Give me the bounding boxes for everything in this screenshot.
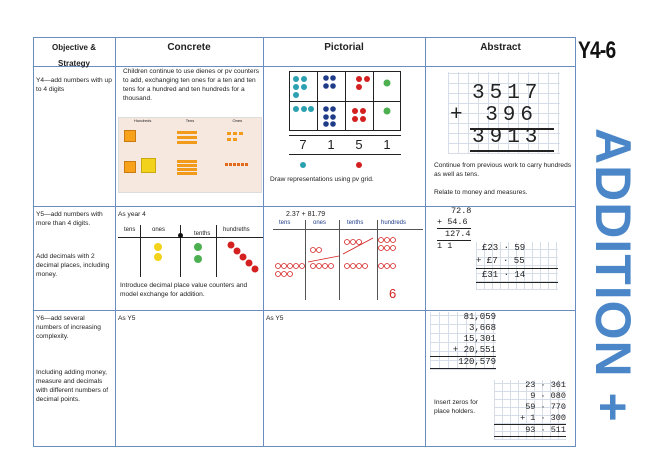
- decimal-pv-chart: [118, 225, 263, 277]
- dienes-label-ones: Ones: [232, 118, 243, 123]
- row3-objective1: Y6—add several numbers of increasing complexity.: [36, 315, 101, 340]
- ones-cubes: [225, 163, 228, 166]
- hundreds-block: [124, 161, 136, 173]
- sketch-head-tenths: tenths: [347, 220, 364, 226]
- sum1-add: + 396: [450, 104, 539, 127]
- pv-counters: [289, 71, 401, 131]
- row2-abstract-sum: [437, 206, 471, 252]
- sum3-line4: + 1 · 300: [494, 413, 566, 425]
- hundreds-block: [124, 130, 136, 142]
- row1-abstract-text1: Continue from previous work to carry hundreds as well as tens.: [434, 162, 572, 178]
- sketch-counters: [273, 232, 423, 302]
- col-divider: [425, 37, 426, 447]
- row2-pictorial-expr: 2.37 + 81.79: [286, 211, 326, 218]
- col-divider: [115, 37, 116, 447]
- dienes-image: [118, 117, 262, 193]
- row2-concrete-caption: Introduce decimal place value counters and model exchange for addition.: [120, 282, 248, 298]
- pv-grid: [289, 71, 401, 174]
- sum3-line1: 23 · 361: [525, 380, 566, 390]
- sum2-total: 120,579: [430, 357, 496, 369]
- column-addition-3: [494, 380, 566, 440]
- col-divider: [263, 37, 264, 447]
- sum3-line3: 59 · 770: [525, 402, 566, 412]
- sum1-total: 3913: [472, 126, 543, 149]
- row3-concrete: As Y5: [118, 315, 136, 322]
- header-abstract: Abstract: [480, 42, 521, 53]
- row3-abstract-text: Insert zeros for place holders.: [434, 399, 478, 415]
- tens-rods: [177, 160, 197, 163]
- header-pictorial: Pictorial: [324, 42, 364, 53]
- pv-head-hundreths: hundreths: [223, 227, 250, 233]
- header-objective-line1: Objective &: [51, 43, 96, 52]
- row1-objective: Y4—add numbers with up to 4 digits: [36, 77, 112, 93]
- row2-concrete-label: As year 4: [118, 211, 146, 218]
- row1-concrete-text: Children continue to use dienes or pv counters to add, exchanging ten ones for a ten and ten tens for a hundred and ten hundreds for a thousand.: [123, 68, 259, 102]
- decimal-carry: 1 1: [437, 241, 453, 251]
- sketch-head-ones: ones: [313, 220, 327, 226]
- money-sum: [476, 242, 558, 290]
- row2-objective1: Y5—add numbers with more than 4 digits.: [36, 211, 103, 227]
- dienes-label-tens: Tens: [185, 118, 195, 123]
- year-label: Y4-6: [578, 37, 616, 64]
- dienes-label-hundreds: Hundreds: [133, 118, 152, 123]
- column-addition-2: [430, 312, 496, 370]
- sum1-top: 3517: [472, 82, 543, 105]
- carry-counters: [289, 161, 401, 171]
- column-addition-1: [448, 72, 560, 154]
- pictorial-decimal-sketch: [273, 220, 423, 306]
- pv-head-tens: tens: [124, 227, 136, 233]
- sketch-head-hundreds: hundreds: [381, 220, 407, 226]
- row1-pictorial-caption: Draw representations using pv grid.: [270, 176, 374, 183]
- pv-digit-ones: 1: [383, 137, 391, 152]
- pv-digit-hundreds: 1: [327, 137, 335, 152]
- decimal-a: 72.8: [451, 206, 472, 216]
- row3-objective2: Including adding money, measure and decimals with different numbers of decimal points.: [36, 369, 109, 403]
- pv-digits: [289, 136, 401, 154]
- sum2-line3: 15,301: [463, 334, 496, 344]
- ones-cubes: [227, 132, 231, 135]
- header-concrete: Concrete: [167, 42, 211, 53]
- row1-abstract-text2: Relate to money and measures.: [434, 189, 528, 196]
- money-c: £31 · 14: [476, 269, 558, 283]
- pv-head-tenths: tenths: [194, 231, 211, 237]
- decimal-c: 127.4: [437, 229, 471, 241]
- decimal-b: + 54.6: [437, 217, 471, 229]
- sketch-digit: 6: [389, 286, 397, 301]
- sum3-line2: 9 · 080: [530, 391, 566, 401]
- row-divider: [33, 206, 576, 207]
- row-divider: [33, 310, 576, 311]
- pv-head-ones: ones: [152, 227, 166, 233]
- decimal-counters: [118, 225, 263, 277]
- sum2-line4: + 20,551: [430, 345, 496, 357]
- hundreds-block: [141, 158, 156, 173]
- header-objective-line2: Strategy: [57, 59, 90, 68]
- row3-pictorial: As Y5: [266, 315, 284, 322]
- sum2-line2: 3,668: [468, 323, 496, 333]
- row2-objective2: Add decimals with 2 decimal places, including money.: [36, 253, 110, 278]
- money-b: + £7 · 55: [476, 255, 558, 269]
- tens-rods: [177, 131, 197, 134]
- sum2-line1: 81,059: [463, 312, 496, 322]
- sketch-head-tens: tens: [279, 220, 291, 226]
- money-a: £23 · 59: [482, 243, 526, 253]
- pv-digit-tens: 5: [355, 137, 363, 152]
- header-objective: [33, 40, 115, 72]
- addition-title: ADDITION +: [585, 128, 641, 423]
- pv-digit-thousands: 7: [299, 137, 307, 152]
- sum3-total: 93 · 511: [494, 425, 566, 437]
